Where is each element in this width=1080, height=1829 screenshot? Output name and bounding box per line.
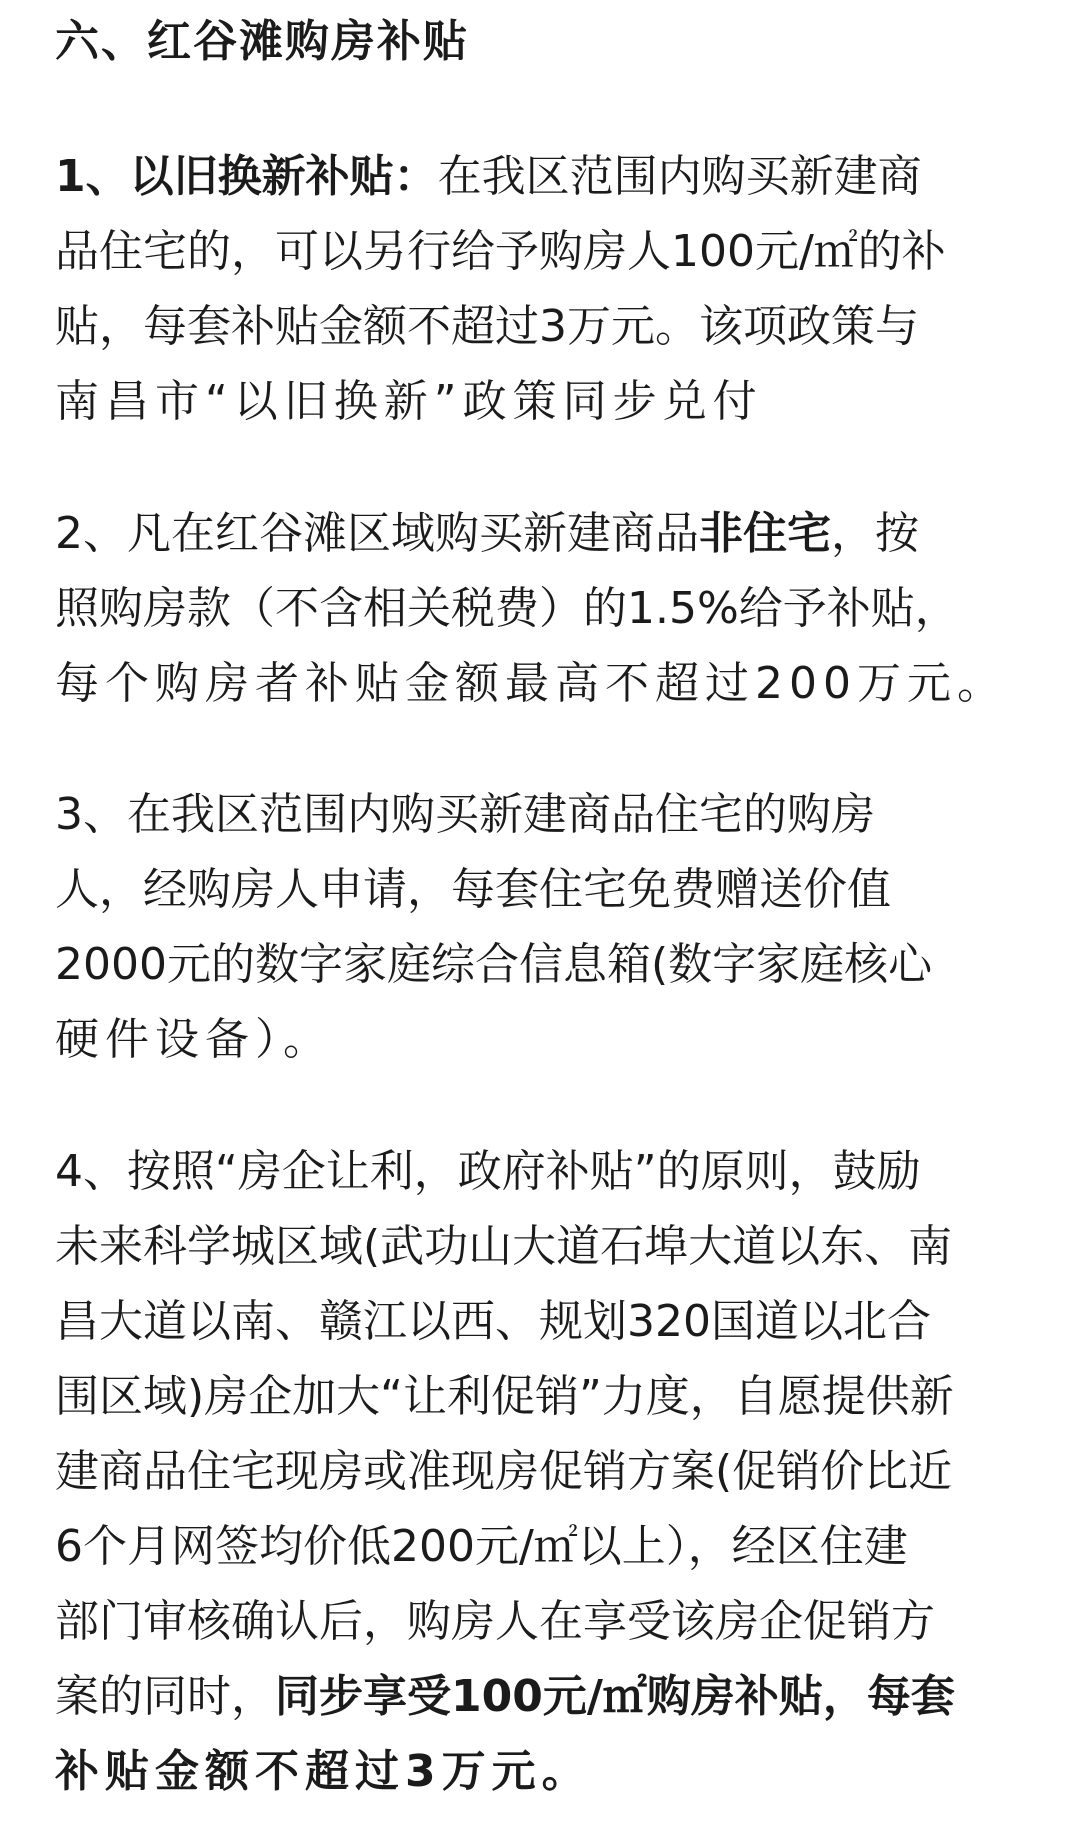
text-line (55, 1134, 1015, 1209)
text-line (55, 777, 1015, 852)
text-line (55, 214, 1015, 289)
text-segment: 照购房款（不含相关税费）的1.5%给予补贴， (55, 583, 959, 634)
text-line (55, 364, 1015, 439)
text-line (55, 496, 1015, 571)
text-segment: 南昌市“以旧换新”政策同步兑付 (55, 376, 763, 427)
text-segment: 建商品住宅现房或准现房促销方案(促销价比近 (55, 1446, 953, 1497)
text-line (55, 1002, 1015, 1077)
text-segment: 每个购房者补贴金额最高不超过200万元。 (55, 658, 1007, 709)
bold-text: 1、以旧换新补贴： (55, 151, 438, 202)
text-segment: 品住宅的，可以另行给予购房人100元/㎡的补 (55, 226, 946, 277)
paragraph-3 (55, 777, 1015, 1077)
text-segment: 2000元的数字家庭综合信息箱(数字家庭核心 (55, 939, 933, 990)
text-segment: 部门审核确认后，购房人在享受该房企促销方 (55, 1596, 935, 1647)
text-segment: 6个月网签均价低200元/㎡以上），经区住建 (55, 1521, 908, 1572)
section-heading: 六、红谷滩购房补贴 (55, 16, 469, 67)
text-segment: 人，经购房人申请，每套住宅免费赠送价值 (55, 864, 891, 915)
paragraph-1 (55, 139, 1015, 439)
text-line (55, 571, 1015, 646)
text-segment: 在我区范围内购买新建商 (437, 151, 922, 202)
text-segment: 2、凡在红谷滩区域购买新建商品 (55, 508, 699, 559)
bold-text: 同步享受100元/㎡购房补贴，每套 (275, 1671, 955, 1722)
text-line (55, 1434, 1015, 1509)
text-segment: 3、在我区范围内购买新建商品住宅的购房 (55, 789, 875, 840)
bold-text: 非住宅 (699, 508, 831, 559)
text-line (55, 1734, 1015, 1809)
text-line (55, 1359, 1015, 1434)
text-line (55, 1509, 1015, 1584)
text-segment: 围区域)房企加大“让利促销”力度，自愿提供新 (55, 1371, 954, 1422)
text-line (55, 852, 1015, 927)
text-line (55, 1284, 1015, 1359)
text-segment: ，按 (831, 508, 919, 559)
text-segment: 硬件设备）。 (55, 1014, 333, 1065)
paragraph-2 (55, 496, 1015, 721)
text-line (55, 1659, 1015, 1734)
text-segment: 贴，每套补贴金额不超过3万元。该项政策与 (55, 301, 919, 352)
bold-text: 补贴金额不超过3万元。 (55, 1746, 592, 1797)
text-segment: 未来科学城区域(武功山大道石埠大道以东、南 (55, 1221, 953, 1272)
text-line (55, 927, 1015, 1002)
text-line (55, 289, 1015, 364)
text-line (55, 1209, 1015, 1284)
text-line (55, 1584, 1015, 1659)
text-line (55, 646, 1015, 721)
text-segment: 案的同时， (55, 1671, 275, 1722)
text-segment: 4、按照“房企让利，政府补贴”的原则，鼓励 (55, 1146, 921, 1197)
text-line (55, 139, 1015, 214)
text-segment: 昌大道以南、赣江以西、规划320国道以北合 (55, 1296, 931, 1347)
paragraph-4 (55, 1134, 1015, 1809)
